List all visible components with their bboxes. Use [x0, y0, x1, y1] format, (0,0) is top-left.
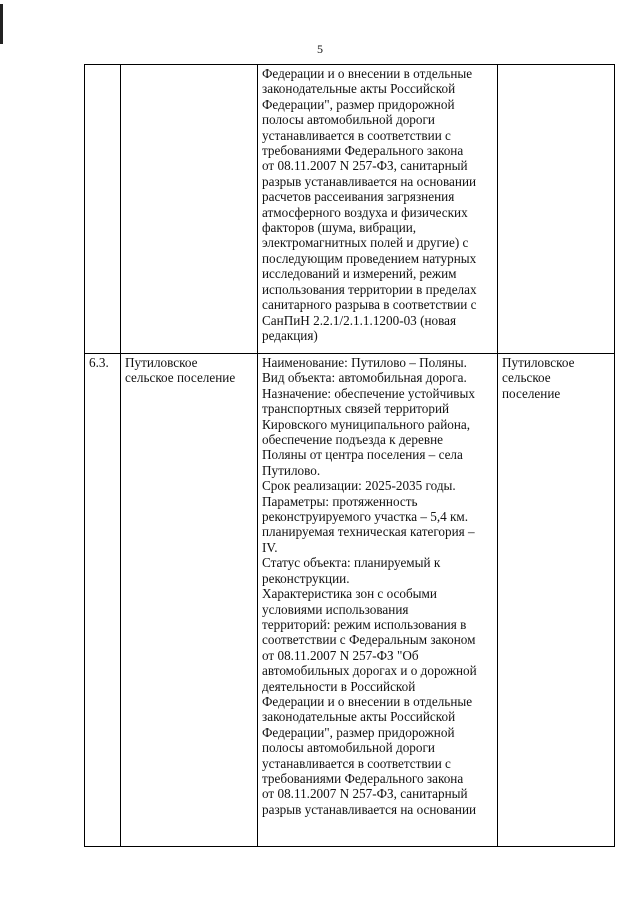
- object-description-cell: Федерации и о внесении в отдельные законодательные акты Российской Федерации", размер придорожной полосы автомобильной дороги устанавливается в соответствии с требованиями Федерального закона от 08.11.2007 N 257-ФЗ, санитарный разрыв устанавливается на основании расчетов рассеивания загрязнения атмосферного воздуха и физических факторов (шума, вибрации, электромагнитных полей и другие) с последующим проведением натурных исследований и измерений, режим использования территории в пределах санитарного разрыва в соответствии с СанПиН 2.2.1/2.1.1.1200-03 (новая редакция): [258, 65, 498, 354]
- scan-edge-mark: [0, 4, 3, 44]
- row-number-cell: 6.3.: [85, 354, 121, 847]
- settlement-cell: Путиловское сельское поселение: [121, 354, 258, 847]
- page-number: 5: [317, 42, 323, 56]
- document-table: [84, 64, 615, 847]
- settlement-cell: [121, 65, 258, 354]
- table-row: [85, 354, 615, 847]
- location-cell: Путиловское сельское поселение: [498, 354, 615, 847]
- table-row: [85, 65, 615, 354]
- row-number-cell: [85, 65, 121, 354]
- object-description-cell: Наименование: Путилово – Поляны. Вид объекта: автомобильная дорога. Назначение: обеспечение устойчивых транспортных связей территорий Кировского муниципального района, обеспечение подъезда к деревне Поляны от центра поселения – села Путилово. Срок реализации: 2025-2035 годы. Параметры: протяженность реконструируемого участка – 5,4 км. планируемая техническая категория – IV. Статус объекта: планируемый к реконструкции. Характеристика зон с особыми условиями использования территорий: режим использования в соответствии с Федеральным законом от 08.11.2007 N 257-ФЗ "Об автомобильных дорогах и о дорожной деятельности в Российской Федерации и о внесении в отдельные законодательные акты Российской Федерации", размер придорожной полосы автомобильной дороги устанавливается в соответствии с требованиями Федерального закона от 08.11.2007 N 257-ФЗ, санитарный разрыв устанавливается на основании: [258, 354, 498, 847]
- location-cell: [498, 65, 615, 354]
